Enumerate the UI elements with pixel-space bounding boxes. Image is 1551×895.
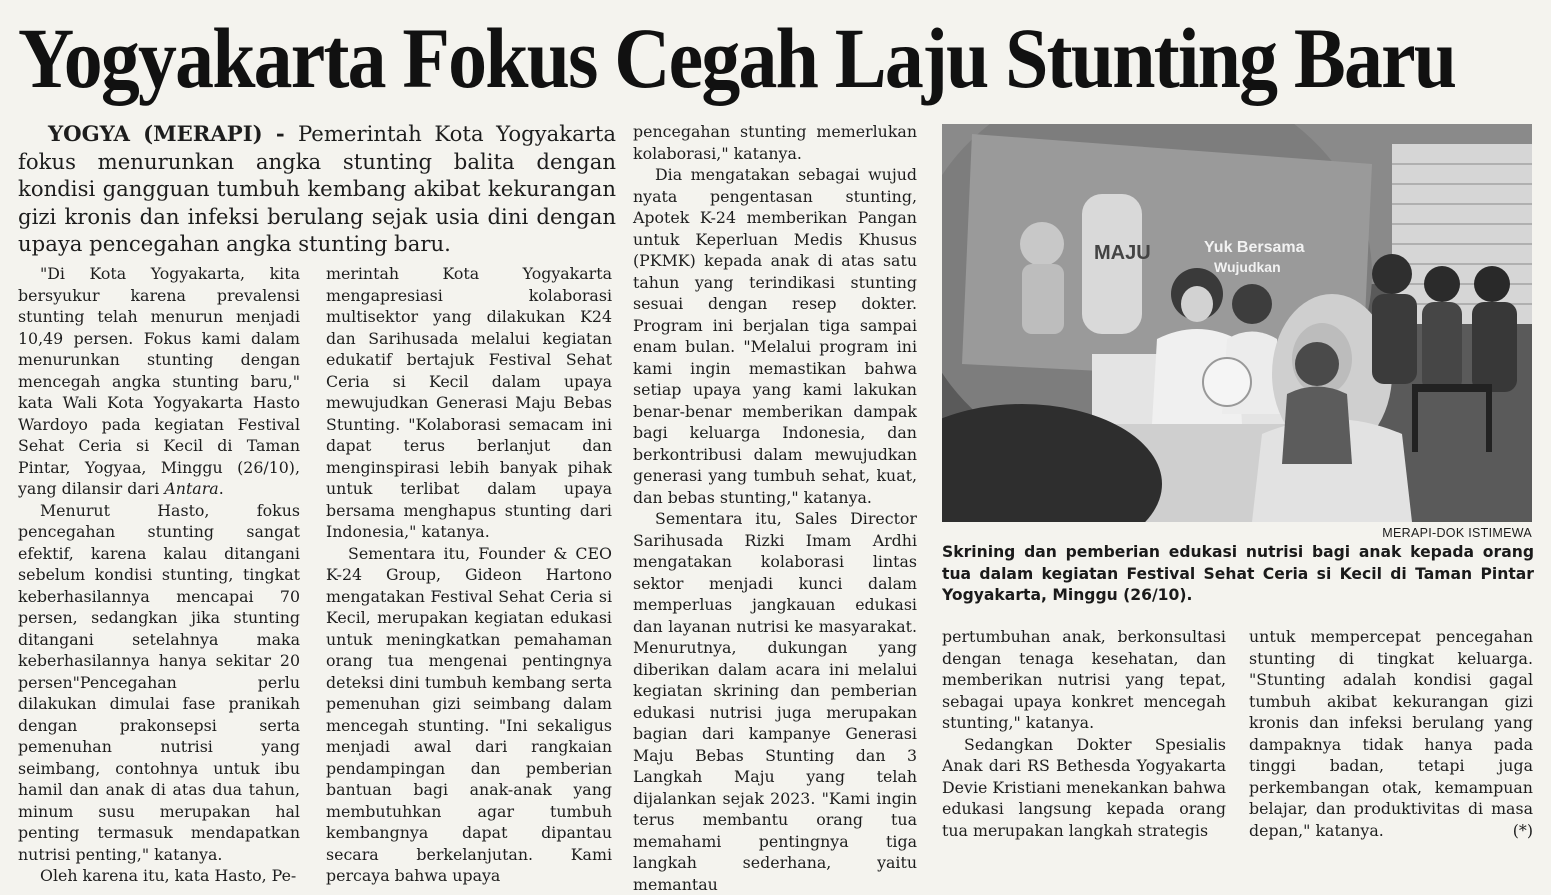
article-end-mark: (*)	[1512, 820, 1533, 840]
col2-paragraph-2: Sementara itu, Founder & CEO K-24 Group, Gideon Hartono mengatakan Festival Sehat Ceria si Kecil, merupakan kegiatan edukasi untuk meningkatkan pemahaman orang tua mengenai pentingnya deteksi dini tumbuh kembang serta pemenuhan gizi seimbang dalam mencegah stunting. "Ini sekaligus menjadi awal dari rangkaian pendampingan dan pemberian bantuan bagi anak-anak yang membutuhkan agar tumbuh kembangnya dapat dipantau secara berkelanjutan. Kami percaya bahwa upaya	[326, 543, 612, 885]
banner-brand-text: MAJU	[1094, 242, 1151, 264]
column-4	[942, 626, 1226, 841]
lead-text: Pemerintah Kota Yogyakarta fokus menurunkan angka stunting balita dengan kondisi gangguan tumbuh kembang akibat kekurangan gizi kronis dan infeksi berulang sejak usia dini dengan upaya pencegahan angka stunting baru.	[18, 121, 616, 256]
column-3	[633, 121, 917, 895]
col2-paragraph-1: merintah Kota Yogyakarta mengapresiasi kolaborasi multisektor yang dilakukan K24 dan Sarihusada melalui kegiatan edukatif bertajuk Festival Sehat Ceria si Kecil dalam upaya mewujudkan Generasi Maju Bebas Stunting. "Kolaborasi semacam ini dapat terus berlanjut dan menginspirasi lebih banyak pihak untuk terlibat dalam upaya bersama menghapus stunting dari Indonesia," katanya.	[326, 264, 612, 541]
col3-paragraph-1: pencegahan stunting memerlukan kolaborasi," katanya.	[633, 122, 917, 163]
column-2	[326, 263, 612, 887]
col4-paragraph-2: Sedangkan Dokter Spesialis Anak dari RS Bethesda Yogyakarta Devie Kristiani menekankan bahwa edukasi langsung kepada orang tua merupakan langkah strategis	[942, 734, 1226, 840]
col5-paragraph-1: untuk mempercepat pencegahan stunting di tingkat keluarga. "Stunting adalah kondisi gagal tumbuh akibat kekurangan gizi kronis dan infeksi berulang yang dampaknya tidak hanya pada tinggi badan, tetapi juga perkembangan otak, kemampuan belajar, dan produktivitas di masa depan," katanya.	[1249, 627, 1533, 840]
banner-slogan-2: Wujudkan	[1214, 259, 1281, 275]
banner-slogan-1: Yuk Bersama	[1204, 239, 1305, 256]
col4-paragraph-1: pertumbuhan anak, berkonsultasi dengan tenaga kesehatan, dan memberikan nutrisi yang tepat, sebagai upaya konkret mencegah stunting," katanya.	[942, 627, 1226, 732]
photo-caption: Skrining dan pemberian edukasi nutrisi bagi anak kepada orang tua dalam kegiatan Festival Sehat Ceria si Kecil di Taman Pintar Yogyakarta, Minggu (26/10).	[942, 543, 1534, 604]
col3-paragraph-2: Dia mengatakan sebagai wujud nyata pengentasan stunting, Apotek K-24 memberikan Pangan untuk Keperluan Medis Khusus (PKMK) kepada anak di atas satu tahun yang terindikasi stunting sesuai dengan resep dokter. Program ini berjalan tiga sampai enam bulan. "Melalui program ini kami ingin memastikan bahwa setiap upaya yang kami lakukan benar-benar memberikan dampak bagi keluarga Indonesia, dan berkontribusi dalam mewujudkan generasi yang tumbuh sehat, kuat, dan bebas stunting," katanya.	[633, 165, 917, 507]
col1-paragraph-3: Oleh karena itu, kata Hasto, Pe-	[40, 866, 297, 885]
article-dateline: YOGYA (MERAPI) -	[48, 121, 298, 146]
col3-paragraph-3: Sementara itu, Sales Director Sarihusada Rizki Imam Ardhi mengatakan kolaborasi lintas sektor menjadi kunci dalam memperluas jangkauan edukasi dan layanan nutrisi ke masyarakat. Menurutnya, dukungan yang diberikan dalam acara ini melalui kegiatan skrining dan pemberian edukasi nutrisi juga merupakan bagian dari kampanye Generasi Maju Bebas Stunting dan 3 Langkah Maju yang telah dijalankan sejak 2023. "Kami ingin terus membantu orang tua memahami pentingnya tiga langkah sederhana, yaitu memantau	[633, 509, 917, 894]
col1-paragraph-2: Menurut Hasto, fokus pencegahan stunting sangat efektif, karena kalau ditangani sebelum kondisi stunting, tingkat keberhasilannya mencapai 70 persen, sedangkan jika stunting ditangani setelahnya maka keberhasilannya hanya sekitar 20 persen"Pencegahan perlu dilakukan dimulai fase pranikah dengan prakonsepsi serta pemenuhan nutrisi yang seimbang, contohnya untuk ibu hamil dan anak di atas dua tahun, minum susu merupakan hal penting termasuk mendapatkan nutrisi penting," katanya.	[18, 500, 300, 864]
col1-paragraph-1-end: .	[218, 479, 224, 498]
photo-credit: MERAPI-DOK ISTIMEWA	[1382, 526, 1532, 540]
column-1	[18, 263, 300, 887]
col1-paragraph-1: "Di Kota Yogyakarta, kita bersyukur karena prevalensi stunting telah menurun menjadi 10,49 persen. Fokus kami dalam menurunkan stunting dengan mencegah angka stunting baru," kata Wali Kota Yogyakarta Hasto Wardoyo pada kegiatan Festival Sehat Ceria si Kecil di Taman Pintar, Yogyaa, Minggu (26/10), yang dilansir dari	[18, 264, 300, 498]
column-5	[1249, 626, 1533, 841]
article-lead	[18, 120, 616, 258]
event-photo	[942, 124, 1532, 522]
event-photo-illustration	[942, 124, 1532, 522]
article-headline: Yogyakarta Fokus Cegah Laju Stunting Baru	[18, 10, 1456, 106]
source-name: Antara	[164, 479, 219, 498]
